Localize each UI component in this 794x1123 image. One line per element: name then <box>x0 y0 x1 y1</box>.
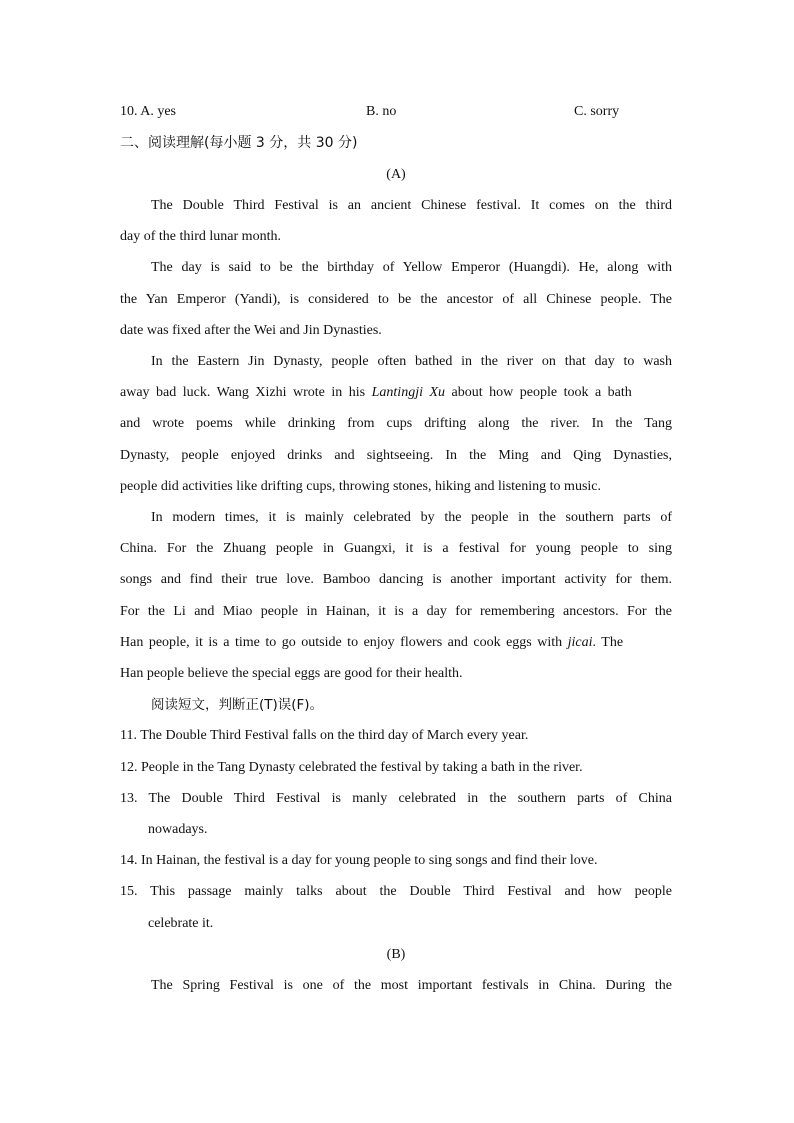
section-heading: 二、阅读理解(每小题 3 分，共 30 分) <box>120 135 358 151</box>
passage-a-line: In modern times, it is mainly celebrated by the people in the southern parts of <box>151 510 672 525</box>
passage-a-label: (A) <box>386 167 406 182</box>
q10-option-c: C. sorry <box>574 104 620 119</box>
passage-a-line: people did activities like drifting cups, throwing stones, hiking and listening to music. <box>120 479 601 494</box>
passage-a-line: For the Li and Miao people in Hainan, it is a day for remembering ancestors. For the <box>120 604 672 619</box>
passage-a-line: Han people, it is a time to go outside to enjoy flowers and cook eggs with jicai. The <box>120 635 624 650</box>
passage-b-line: The Spring Festival is one of the most important festivals in China. During the <box>151 978 672 993</box>
passage-a-line: date was fixed after the Wei and Jin Dynasties. <box>120 323 382 338</box>
instruction: 阅读短文，判断正(T)误(F)。 <box>151 697 324 713</box>
passage-a-line: In the Eastern Jin Dynasty, people often bathed in the river on that day to wash <box>151 354 672 369</box>
passage-a-line: songs and find their true love. Bamboo dancing is another important activity for them. <box>120 572 672 587</box>
question-15-cont: celebrate it. <box>148 916 214 931</box>
question-13: 13. The Double Third Festival is manly celebrated in the southern parts of China <box>120 791 672 806</box>
book-title: Lantingji Xu <box>371 385 446 400</box>
question-11: 11. The Double Third Festival falls on the third day of March every year. <box>120 728 529 743</box>
q10-option-a: 10. A. yes <box>120 104 177 119</box>
passage-a-line: day of the third lunar month. <box>120 229 281 244</box>
passage-a-line: and wrote poems while drinking from cups drifting along the river. In the Tang <box>120 416 672 431</box>
passage-a-line: The day is said to be the birthday of Yellow Emperor (Huangdi). He, along with <box>151 260 672 275</box>
question-14: 14. In Hainan, the festival is a day for young people to sing songs and find their love. <box>120 853 598 868</box>
jicai-term: jicai <box>567 635 593 650</box>
passage-a-line: Han people believe the special eggs are good for their health. <box>120 666 463 681</box>
question-15: 15. This passage mainly talks about the Double Third Festival and how people <box>120 884 672 899</box>
question-12: 12. People in the Tang Dynasty celebrated the festival by taking a bath in the river. <box>120 760 583 775</box>
passage-b-label: (B) <box>386 947 406 962</box>
passage-a-line: The Double Third Festival is an ancient Chinese festival. It comes on the third <box>151 198 672 213</box>
passage-a-line: away bad luck. Wang Xizhi wrote in his Lantingji Xu about how people took a bath <box>120 385 632 400</box>
q10-a-text: A. yes <box>140 104 177 119</box>
question-13-cont: nowadays. <box>148 822 208 837</box>
passage-a-line: Dynasty, people enjoyed drinks and sightseeing. In the Ming and Qing Dynasties, <box>120 448 672 463</box>
passage-a-line: the Yan Emperor (Yandi), is considered to be the ancestor of all Chinese people. The <box>120 292 672 307</box>
passage-a-line: China. For the Zhuang people in Guangxi, it is a festival for young people to sing <box>120 541 672 556</box>
q10-option-b: B. no <box>366 104 397 119</box>
